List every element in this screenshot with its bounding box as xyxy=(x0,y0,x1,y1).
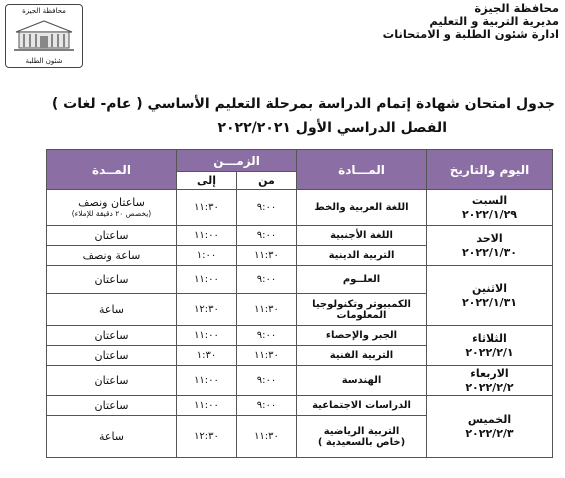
day-cell-thursday xyxy=(427,396,553,458)
time-to-cell: ١١:٠٠ xyxy=(177,326,237,346)
day-date: ٢٠٢٢/٢/٢ xyxy=(465,380,514,394)
header-subject: المـــادة xyxy=(297,150,427,190)
duration-cell: ساعتان xyxy=(47,396,177,416)
exam-schedule-table xyxy=(46,149,553,458)
time-from-cell: ١١:٣٠ xyxy=(237,346,297,366)
header-to: إلى xyxy=(177,172,237,190)
time-to-cell: ١٢:٣٠ xyxy=(177,416,237,458)
day-name: السبت xyxy=(471,193,508,207)
day-date: ٢٠٢٢/٢/٣ xyxy=(465,426,514,440)
day-name: الثلاثاء xyxy=(472,331,507,345)
table-row xyxy=(47,226,553,246)
time-to-cell: ١:٠٠ xyxy=(177,246,237,266)
org-line-administration: ادارة شئون الطلبة و الامتحانات xyxy=(382,27,559,41)
time-to-cell: ١١:٠٠ xyxy=(177,266,237,294)
time-from-cell: ١١:٣٠ xyxy=(237,294,297,326)
day-cell-wednesday xyxy=(427,366,553,396)
table-row xyxy=(47,266,553,294)
day-date: ٢٠٢٢/١/٣١ xyxy=(461,295,518,309)
semester-title: الفصل الدراسي الأول ٢٠٢٢/٢٠٢١ xyxy=(217,120,447,136)
subject-cell: التربية الفنية xyxy=(297,346,427,366)
time-from-cell: ٩:٠٠ xyxy=(237,396,297,416)
table-row xyxy=(47,396,553,416)
duration-note: (يخصص ٢٠ دقيقة للإملاء) xyxy=(71,208,152,218)
duration-cell xyxy=(47,190,177,226)
schedule-title: جدول امتحان شهادة إتمام الدراسة بمرحلة التعليم الأساسي ( عام- لغات ) xyxy=(51,96,555,112)
time-from-cell: ٩:٠٠ xyxy=(237,366,297,396)
day-date: ٢٠٢٢/١/٣٠ xyxy=(461,245,518,259)
time-from-cell: ٩:٠٠ xyxy=(237,226,297,246)
day-date: ٢٠٢٢/١/٢٩ xyxy=(461,207,518,221)
table-row xyxy=(47,366,553,396)
duration-cell: ساعة xyxy=(47,416,177,458)
subject-cell: الكمبيوتر وتكنولوجيا المعلومات xyxy=(297,294,427,326)
time-to-cell: ١١:٠٠ xyxy=(177,366,237,396)
day-cell-monday xyxy=(427,266,553,326)
time-to-cell: ١١:٠٠ xyxy=(177,396,237,416)
day-cell-sunday xyxy=(427,226,553,266)
time-from-cell: ٩:٠٠ xyxy=(237,326,297,346)
header-from: من xyxy=(237,172,297,190)
subject-cell: الهندسة xyxy=(297,366,427,396)
duration-text: ساعتان ونصف xyxy=(78,195,145,209)
day-name: الاحد xyxy=(476,231,503,245)
duration-cell: ساعة ونصف xyxy=(47,246,177,266)
day-cell-tuesday xyxy=(427,326,553,366)
subject-cell: الجبر والإحصاء xyxy=(297,326,427,346)
time-to-cell: ١١:٣٠ xyxy=(177,190,237,226)
subject-cell: اللغة العربية والخط xyxy=(297,190,427,226)
time-to-cell: ١٢:٣٠ xyxy=(177,294,237,326)
logo-top-text: محافظة الجيزة xyxy=(22,7,66,15)
time-from-cell: ٩:٠٠ xyxy=(237,266,297,294)
day-name: الاثنين xyxy=(472,281,507,295)
subject-cell: اللغة الأجنبية xyxy=(297,226,427,246)
duration-cell: ساعتان xyxy=(47,366,177,396)
table-row xyxy=(47,326,553,346)
header-duration: المــدة xyxy=(47,150,177,190)
duration-cell: ساعتان xyxy=(47,226,177,246)
org-line-directorate: مديرية التربية و التعليم xyxy=(429,14,559,28)
duration-cell: ساعتان xyxy=(47,266,177,294)
day-name: الخميس xyxy=(467,412,512,426)
day-name: الاربعاء xyxy=(470,366,509,380)
time-to-cell: ١:٣٠ xyxy=(177,346,237,366)
subject-cell: التربية الدينية xyxy=(297,246,427,266)
subject-note: (خاص بالسعيدية ) xyxy=(317,436,406,448)
time-from-cell: ١١:٣٠ xyxy=(237,416,297,458)
table-row xyxy=(47,190,553,226)
time-to-cell: ١١:٠٠ xyxy=(177,226,237,246)
duration-cell: ساعتان xyxy=(47,326,177,346)
subject-cell: العلــوم xyxy=(297,266,427,294)
day-date: ٢٠٢٢/٢/١ xyxy=(465,345,514,359)
subject-cell xyxy=(297,416,427,458)
logo-bottom-text: شئون الطلبة xyxy=(25,57,63,65)
time-from-cell: ١١:٣٠ xyxy=(237,246,297,266)
directorate-logo xyxy=(5,4,83,68)
subject-text: التربية الرياضية xyxy=(323,425,400,437)
header-day-date: اليوم والتاريخ xyxy=(427,150,553,190)
org-line-governorate: محافظة الجيزة xyxy=(474,1,559,15)
subject-cell: الدراسات الاجتماعية xyxy=(297,396,427,416)
building-emblem-icon xyxy=(10,18,78,54)
duration-cell: ساعة xyxy=(47,294,177,326)
day-cell-saturday xyxy=(427,190,553,226)
header-time: الزمـــن xyxy=(177,150,297,172)
time-from-cell: ٩:٠٠ xyxy=(237,190,297,226)
organization-header xyxy=(383,2,559,41)
duration-cell: ساعتان xyxy=(47,346,177,366)
